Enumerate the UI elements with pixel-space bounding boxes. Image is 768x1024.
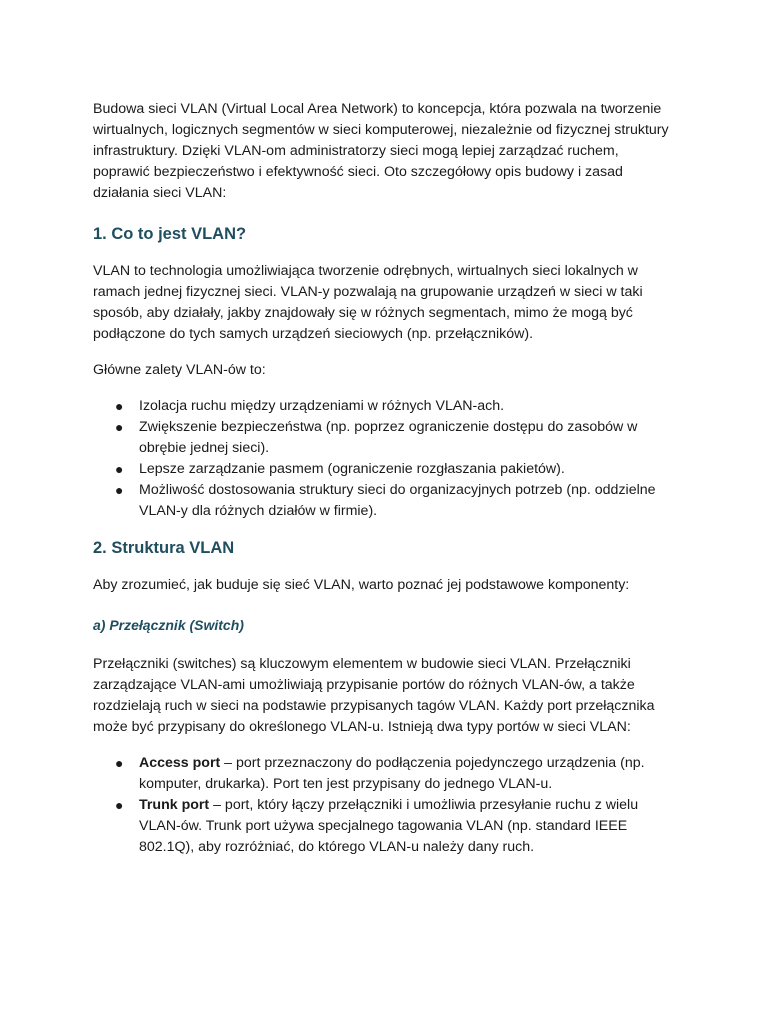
list-item — [93, 753, 676, 795]
bullet-icon: ● — [115, 461, 124, 477]
section-1-heading: 1. Co to jest VLAN? — [93, 225, 247, 243]
port-description: – port, który łączy przełączniki i umożliwia przesyłanie ruchu z wielu VLAN-ów. Trunk port używa specjalnego tagowania VLAN (np. standard IEEE 802.1Q), aby rozróżniać, do którego VLAN-u należy dany ruch. — [139, 797, 639, 855]
list-item: ● Izolacja ruchu między urządzeniami w różnych VLAN-ach. — [93, 396, 676, 417]
bullet-icon: ● — [115, 398, 124, 414]
port-description: – port przeznaczony do podłączenia pojedynczego urządzenia (np. komputer, drukarka). Port ten jest przypisany do jednego VLAN-u. — [139, 755, 645, 792]
switch-subheading: a) Przełącznik (Switch) — [93, 617, 244, 633]
bullet-icon: ● — [115, 797, 124, 813]
intro-paragraph: Budowa sieci VLAN (Virtual Local Area Network) to koncepcja, która pozwala na tworzenie wirtualnych, logicznych segmentów w sieci komputerowej, niezależnie od fizycznej struktury infrastruktury. Dzięki VLAN-om administratorzy sieci mogą lepiej zarządzać ruchem, poprawić bezpieczeństwo i efektywność sieci. Oto szczegółowy opis budowy i zasad działania sieci VLAN: — [93, 101, 669, 201]
list-item: ● Zwiększenie bezpieczeństwa (np. poprzez ograniczenie dostępu do zasobów w obrębie jednej sieci). — [115, 419, 638, 456]
section-1-paragraph: VLAN to technologia umożliwiająca tworzenie odrębnych, wirtualnych sieci lokalnych w ramach jednej fizycznej sieci. VLAN-y pozwalają na grupowanie urządzeń w sieci w taki sposób, aby działały, jakby znajdowały się w różnych segmentach, mimo że mogą być podłączone do tych samych urządzeń sieciowych (np. przełączników). — [93, 263, 643, 342]
switch-paragraph: Przełączniki (switches) są kluczowym elementem w budowie sieci VLAN. Przełączniki zarządzające VLAN-ami umożliwiają przypisanie portów do różnych VLAN-ów, a także rozdzielają ruch w sieci na podstawie przypisanych tagów VLAN. Każdy port przełącznika może być przypisany do określonego VLAN-u. Istnieją dwa typy portów w sieci VLAN: — [93, 656, 655, 735]
port-term: Trunk port — [139, 797, 210, 813]
list-item: ● Lepsze zarządzanie pasmem (ograniczenie rozgłaszania pakietów). — [93, 459, 676, 480]
bullet-icon: ● — [115, 419, 124, 435]
section-2-paragraph: Aby zrozumieć, jak buduje się sieć VLAN, warto poznać jej podstawowe komponenty: — [93, 577, 630, 593]
bullet-icon: ● — [115, 755, 124, 771]
list-item: ● Możliwość dostosowania struktury sieci do organizacyjnych potrzeb (np. oddzielne VLAN-y dla różnych działów w firmie). — [115, 482, 656, 519]
advantages-intro: Główne zalety VLAN-ów to: — [93, 362, 266, 378]
bullet-icon: ● — [115, 482, 124, 498]
port-types-list — [93, 753, 676, 858]
section-2-heading: 2. Struktura VLAN — [93, 539, 235, 557]
port-term: Access port — [139, 755, 221, 771]
list-item — [93, 795, 676, 858]
advantages-list — [93, 396, 676, 522]
